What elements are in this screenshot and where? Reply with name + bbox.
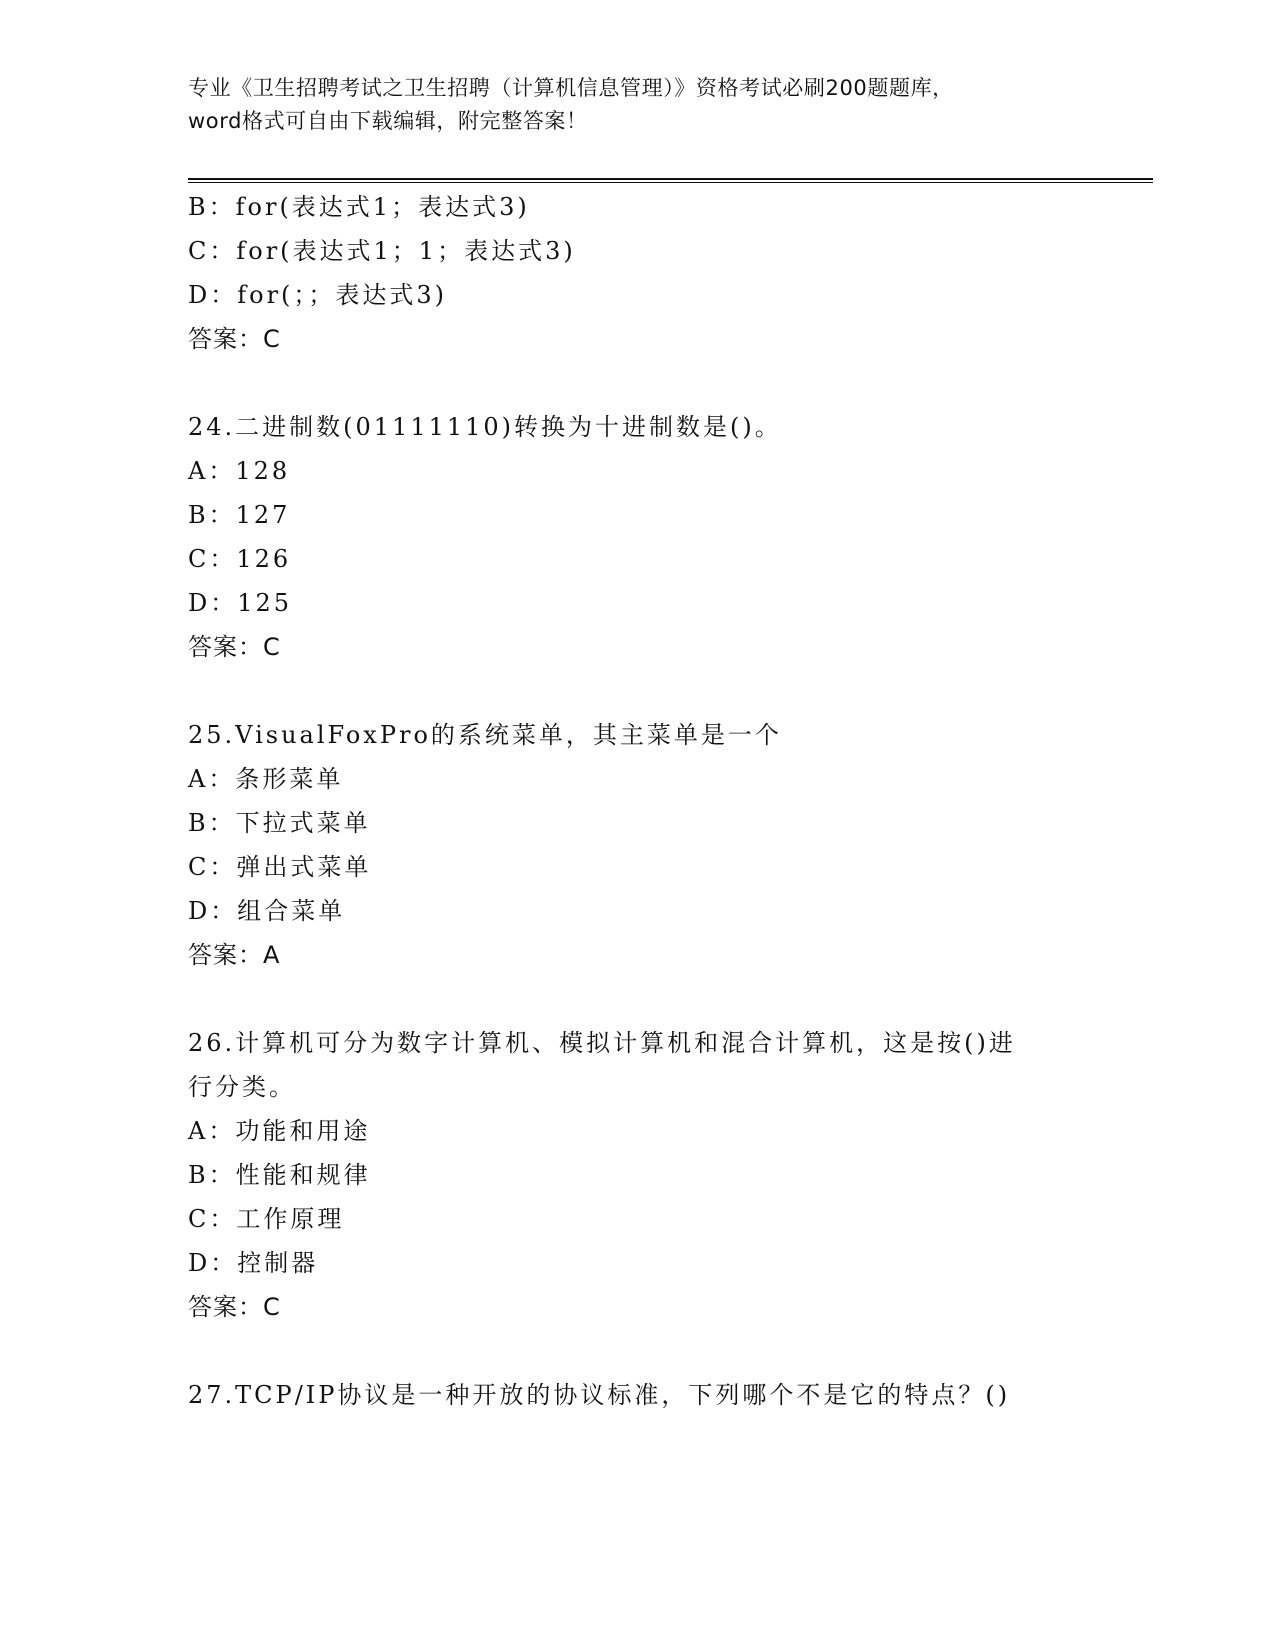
q25-answer: 答案：A (188, 941, 281, 969)
header-line-2: word格式可自由下载编辑，附完整答案！ (188, 109, 588, 133)
q24-option-c: C：126 (188, 545, 292, 573)
q25-option-a: A：条形菜单 (188, 765, 344, 793)
q26-option-a: A：功能和用途 (188, 1117, 371, 1145)
q23-option-c: C：for(表达式1；1；表达式3) (188, 237, 576, 265)
q24-stem: 24.二进制数(01111110)转换为十进制数是()。 (188, 413, 782, 441)
q26-answer: 答案：C (188, 1293, 281, 1321)
q26-option-c: C：工作原理 (188, 1205, 345, 1233)
q26-stem-line-2: 行分类。 (188, 1073, 296, 1101)
q24-answer: 答案：C (188, 633, 281, 661)
q26-option-d: D：控制器 (188, 1249, 319, 1277)
q25-stem: 25.VisualFoxPro的系统菜单，其主菜单是一个 (188, 721, 782, 749)
q23-answer: 答案：C (188, 325, 281, 353)
q27-stem: 27.TCP/IP协议是一种开放的协议标准，下列哪个不是它的特点？() (188, 1381, 1011, 1409)
q24-option-d: D：125 (188, 589, 293, 617)
q25-option-b: B：下拉式菜单 (188, 809, 371, 837)
header-line-1: 专业《卫生招聘考试之卫生招聘（计算机信息管理）》资格考试必刷200题题库， (188, 76, 954, 100)
q24-option-a: A：128 (188, 457, 291, 485)
q24-option-b: B：127 (188, 501, 291, 529)
q23-option-d: D：for(；；表达式3) (188, 281, 448, 309)
header-rule-thick (188, 178, 1153, 180)
q23-option-b: B：for(表达式1；表达式3) (188, 193, 530, 221)
q26-stem-line-1: 26.计算机可分为数字计算机、模拟计算机和混合计算机，这是按()进 (188, 1029, 1016, 1057)
header-rule-thin (188, 182, 1153, 183)
q25-option-c: C：弹出式菜单 (188, 853, 372, 881)
q26-option-b: B：性能和规律 (188, 1161, 371, 1189)
page-header (188, 72, 1088, 138)
q25-option-d: D：组合菜单 (188, 897, 346, 925)
